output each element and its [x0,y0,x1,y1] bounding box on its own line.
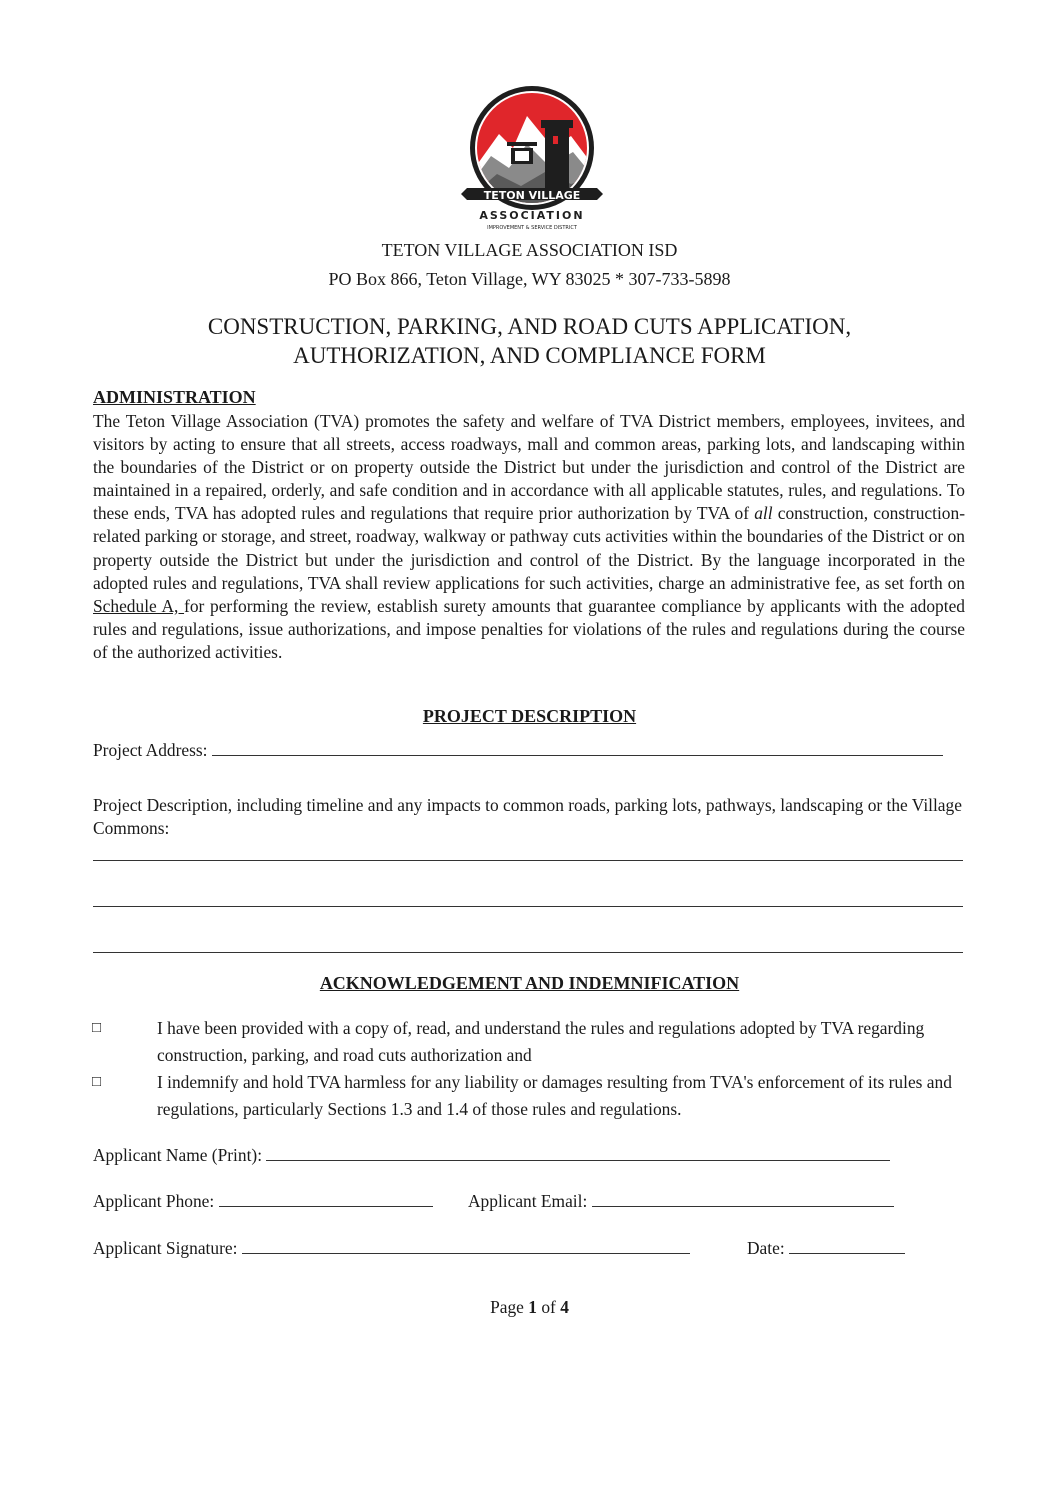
applicant-email-label: Applicant Email: [468,1191,588,1211]
project-description-heading: PROJECT DESCRIPTION [422,706,637,726]
indemnify-text: I indemnify and hold TVA harmless for any liability or damages resulting from TVA's enforcement of its rules and regulations, particularly Sections 1.3 and 1.4 of those rules and regulations. [157,1072,952,1119]
logo-name: TETON VILLAGE [483,189,581,202]
org-address: PO Box 866, Teton Village, WY 83025 * 307-733-5898 [328,269,731,289]
project-description-line-1[interactable] [93,860,963,861]
applicant-name-row [93,1145,890,1166]
project-address-field[interactable] [212,754,943,756]
date-row [747,1238,905,1259]
applicant-signature-row [93,1238,690,1259]
applicant-email-row [468,1191,894,1212]
date-label: Date: [747,1238,785,1258]
admin-text-italic: all [754,503,773,524]
acknowledge-rules-text: I have been provided with a copy of, read, and understand the rules and regulations adopted by TVA regarding construction, parking, and road cuts authorization and [157,1018,925,1065]
applicant-name-field[interactable] [266,1159,890,1161]
acknowledge-rules-checkbox[interactable]: □ [92,1020,102,1036]
admin-text-2: construction, construction-related parking or storage, and street, roadway, walkway or pathway cuts activities within the boundaries of the District or on property outside the District but under the jurisdiction and control of the District. By the language incorporated in the adopted rules and regulations, TVA shall review applications for such activities, charge an administrative fee, as set forth on [93,503,965,593]
project-address-label: Project Address: [93,740,208,760]
applicant-phone-field[interactable] [219,1205,433,1207]
project-description-line-3[interactable] [93,952,963,953]
applicant-email-field[interactable] [592,1205,894,1207]
administration-heading: ADMINISTRATION [93,387,256,407]
project-description-line-2[interactable] [93,906,963,907]
project-address-row [93,740,943,761]
date-field[interactable] [789,1252,905,1254]
applicant-name-label: Applicant Name (Print): [93,1145,263,1165]
teton-village-logo [461,86,603,232]
acknowledgement-heading: ACKNOWLEDGEMENT AND INDEMNIFICATION [319,973,740,993]
applicant-phone-row [93,1191,433,1212]
indemnify-checkbox[interactable]: □ [92,1074,102,1090]
logo-tagline: IMPROVEMENT & SERVICE DISTRICT [487,225,577,231]
applicant-signature-field[interactable] [242,1252,690,1254]
page-word: Page [490,1297,524,1317]
form-title [0,312,1059,370]
page-of-word: of [541,1297,556,1317]
schedule-a-link[interactable]: Schedule A, [93,595,185,616]
org-name: TETON VILLAGE ASSOCIATION ISD [381,240,678,260]
administration-paragraph [93,410,965,664]
form-title-line1: CONSTRUCTION, PARKING, AND ROAD CUTS APPLICATION, [207,314,852,339]
page-current: 1 [528,1297,537,1317]
admin-text-1: The Teton Village Association (TVA) promotes the safety and welfare of TVA District members, employees, invitees, and visitors by acting to ensure that all streets, access roadways, mall and common areas, parking lots, and landscaping within the boundaries of the District or on property outside the District but under the jurisdiction and control of the District are maintained in a repaired, orderly, and safe condition and in accordance with all applicable statutes, rules, and regulations. To these ends, TVA has adopted rules and regulations that require prior authorization by TVA of [93,411,965,524]
logo-sub: ASSOCIATION [479,209,585,222]
project-description-label: Project Description, including timeline and any impacts to common roads, parking lots, pathways, landscaping or the Village Commons: [93,795,962,838]
applicant-signature-label: Applicant Signature: [93,1238,238,1258]
page-number [0,1297,1059,1318]
page-total: 4 [560,1297,569,1317]
admin-text-3: for performing the review, establish surety amounts that guarantee compliance by applicants with the adopted rules and regulations, issue authorizations, and impose penalties for violations of the rules and regulations during the course of the authorized activities. [93,595,965,662]
form-title-line2: AUTHORIZATION, AND COMPLIANCE FORM [293,343,766,368]
applicant-phone-label: Applicant Phone: [93,1191,215,1211]
